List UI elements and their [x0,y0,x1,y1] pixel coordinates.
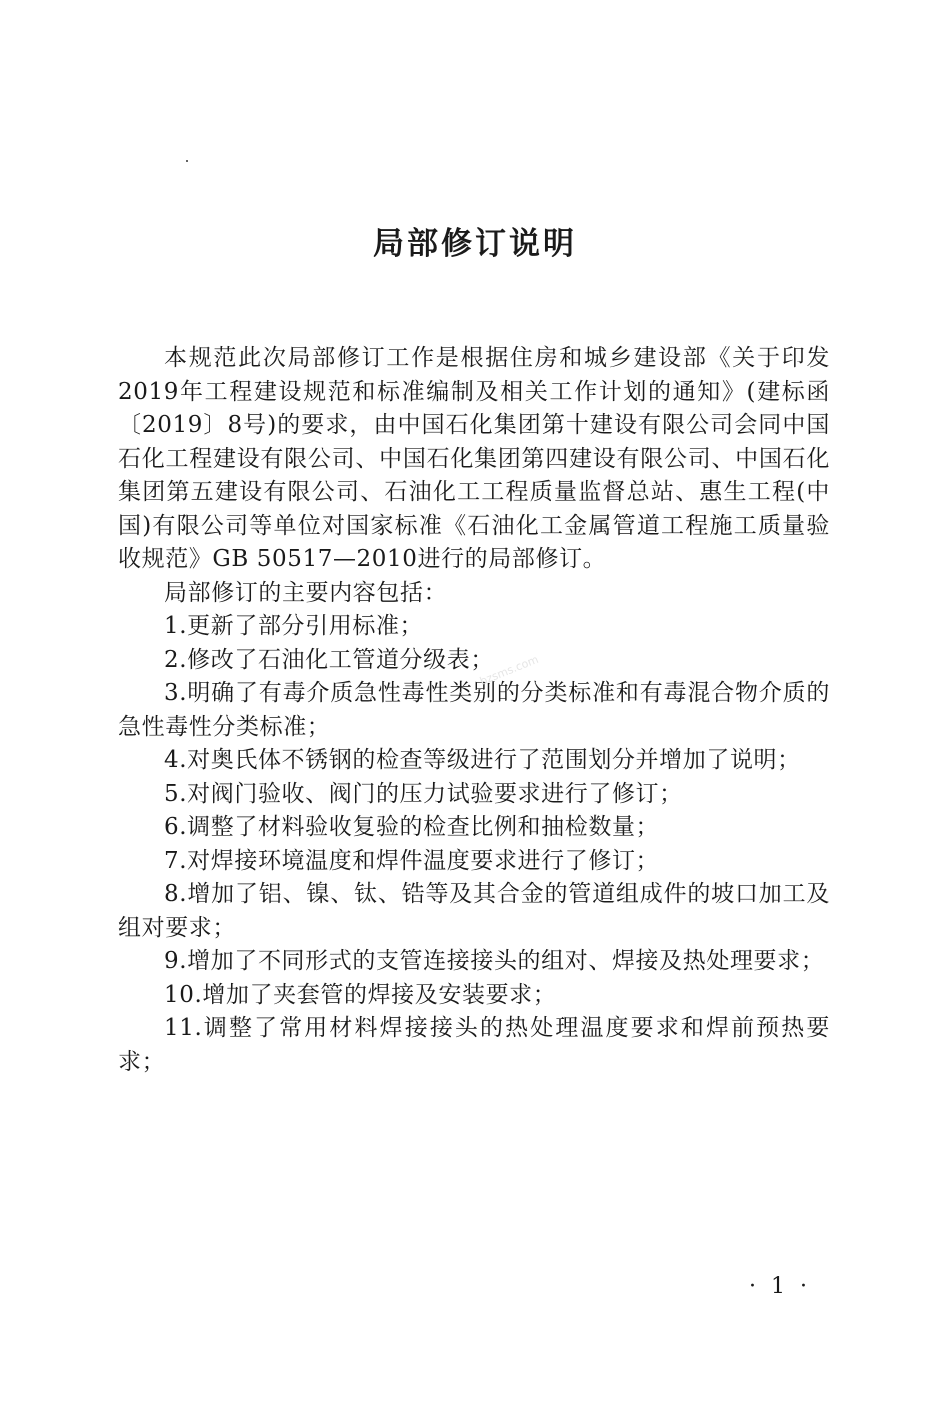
contents-lead: 局部修订的主要内容包括： [164,579,448,606]
intro-paragraph: 本规范此次局部修订工作是根据住房和城乡建设部《关于印发2019年工程建设规范和标准编制及相关工作计划的通知》(建标函〔2019〕8号)的要求，由中国石化集团第十建设有限公司会同中国石化工程建设有限公司、中国石化集团第四建设有限公司、中国石化集团第五建设有限公司、石油化工工程质量监督总站、惠生工程(中国)有限公司等单位对国家标准《石油化工金属管道工程施工质量验收规范》GB 50517—2010进行的局部修订。 [118,345,830,572]
revision-item-7: 7.对焊接环境温度和焊件温度要求进行了修订； [164,847,660,874]
revision-body [118,342,830,1079]
scan-speck [186,160,188,162]
revision-item-4: 4.对奥氏体不锈钢的检查等级进行了范围划分并增加了说明； [164,747,801,773]
page-number: · 1 · [749,1274,811,1299]
page-title: 局部修订说明 [373,226,577,262]
revision-item-8: 8.增加了铝、镍、钛、锆等及其合金的管道组成件的坡口加工及组对要求； [118,881,830,941]
revision-item-1: 1.更新了部分引用标准； [164,613,424,639]
revision-item-5: 5.对阀门验收、阀门的压力试验要求进行了修订； [164,780,683,807]
revision-item-3: 3.明确了有毒介质急性毒性类别的分类标准和有毒混合物介质的急性毒性分类标准； [118,680,830,740]
revision-item-2: 2.修改了石油化工管道分级表； [164,646,494,673]
revision-item-9: 9.增加了不同形式的支管连接接头的组对、焊接及热处理要求； [164,948,825,974]
revision-item-11: 11.调整了常用材料焊接接头的热处理温度要求和焊前预热要求； [118,1015,830,1075]
revision-item-10: 10.增加了夹套管的焊接及安装要求； [164,981,557,1008]
revision-item-6: 6.调整了材料验收复验的检查比例和抽检数量； [164,814,660,840]
watermark: bzsms.com [478,652,541,689]
